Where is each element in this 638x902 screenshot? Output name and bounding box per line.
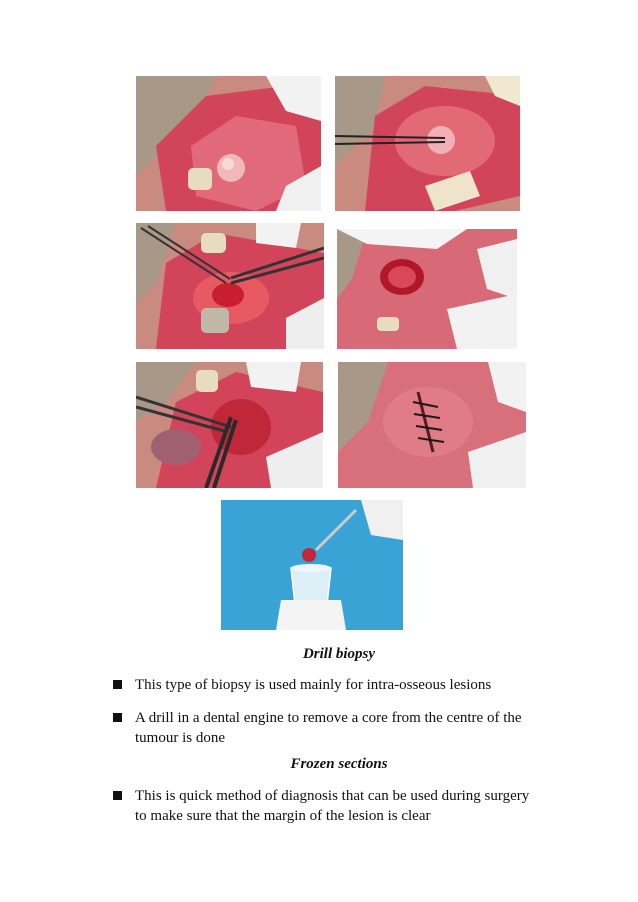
clinical-photo-wound	[337, 229, 517, 349]
clinical-photo-sutures	[338, 362, 526, 488]
clinical-photo-nodule	[136, 76, 321, 211]
section-heading-drill-biopsy: Drill biopsy	[302, 646, 376, 662]
square-bullet-icon	[113, 680, 122, 689]
bullet-text: A drill in a dental engine to remove a core from the centre of the tumour is done	[135, 710, 522, 746]
clinical-photo-closure	[136, 362, 323, 488]
bullet-item	[113, 675, 543, 695]
bullet-text: This is quick method of diagnosis that can be used during surgery to make sure that the margin of the lesion is clear	[135, 788, 530, 824]
square-bullet-icon	[113, 713, 122, 722]
bullet-item	[113, 786, 543, 826]
clinical-photo-excision	[136, 223, 324, 349]
section-heading-frozen-sections: Frozen sections	[290, 756, 388, 772]
specimen-container-photo	[221, 500, 403, 630]
square-bullet-icon	[113, 791, 122, 800]
clinical-photo-forceps-hold	[335, 76, 520, 211]
bullet-item	[113, 708, 543, 748]
bullet-text: This type of biopsy is used mainly for intra-osseous lesions	[135, 677, 492, 693]
